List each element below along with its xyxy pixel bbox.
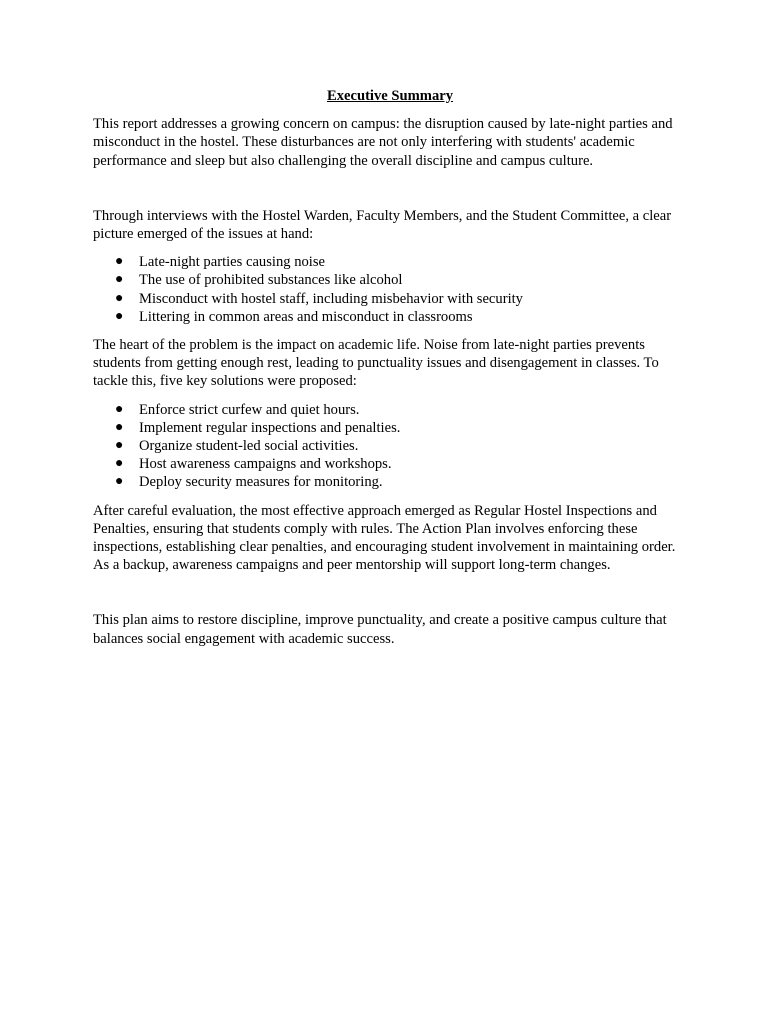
list-item-text: Littering in common areas and misconduct in classrooms <box>139 308 473 325</box>
bullet-icon: ● <box>115 419 124 435</box>
bullet-icon: ● <box>115 272 124 288</box>
issues-list <box>93 253 683 326</box>
list-item-text: Implement regular inspections and penalties. <box>139 419 401 436</box>
document-page <box>93 87 683 648</box>
document-title: Executive Summary <box>326 88 454 104</box>
spacer <box>93 326 683 336</box>
bullet-icon: ● <box>115 308 124 324</box>
bullet-icon: ● <box>115 474 124 490</box>
list-item-text: Organize student-led social activities. <box>139 438 359 455</box>
list-item <box>93 401 683 419</box>
spacer <box>93 391 683 401</box>
list-item <box>93 290 683 308</box>
bullet-icon: ● <box>115 254 124 270</box>
list-item <box>93 253 683 271</box>
list-item-text: Enforce strict curfew and quiet hours. <box>139 401 360 418</box>
spacer <box>93 492 683 502</box>
list-item-text: Late-night parties causing noise <box>139 254 326 271</box>
list-item <box>93 308 683 326</box>
spacer <box>93 170 683 207</box>
spacer <box>93 243 683 253</box>
list-item <box>93 455 683 473</box>
list-item <box>93 437 683 455</box>
paragraph-problem: The heart of the problem is the impact on academic life. Noise from late-night parties prevents students from getting enough rest, leading to punctuality issues and disengagement in classes. To tackle this, five key solutions were proposed: <box>93 337 659 390</box>
paragraph-evaluation: After careful evaluation, the most effective approach emerged as Regular Hostel Inspections and Penalties, ensuring that students comply with rules. The Action Plan involves enforcing these inspections, establishing clear penalties, and encouraging student involvement in maintaining order. As a backup, awareness campaigns and peer mentorship will support long-term changes. <box>93 502 676 574</box>
bullet-icon: ● <box>115 438 124 454</box>
list-item-text: Misconduct with hostel staff, including misbehavior with security <box>139 290 523 307</box>
list-item-text: Deploy security measures for monitoring. <box>139 474 383 491</box>
bullet-icon: ● <box>115 290 124 306</box>
solutions-list <box>93 401 683 492</box>
paragraph-conclusion: This plan aims to restore discipline, improve punctuality, and create a positive campus culture that balances social engagement with academic success. <box>93 612 667 647</box>
list-item <box>93 419 683 437</box>
list-item-text: The use of prohibited substances like alcohol <box>139 272 403 289</box>
paragraph-intro: This report addresses a growing concern on campus: the disruption caused by late-night parties and misconduct in the hostel. These disturbances are not only interfering with students' academic performance and sleep but also challenging the overall discipline and campus culture. <box>93 116 673 169</box>
list-item <box>93 271 683 289</box>
bullet-icon: ● <box>115 401 124 417</box>
list-item-text: Host awareness campaigns and workshops. <box>139 456 392 473</box>
paragraph-interviews: Through interviews with the Hostel Warden, Faculty Members, and the Student Committee, a clear picture emerged of the issues at hand: <box>93 207 672 243</box>
spacer <box>93 574 683 611</box>
list-item <box>93 473 683 491</box>
bullet-icon: ● <box>115 456 124 472</box>
